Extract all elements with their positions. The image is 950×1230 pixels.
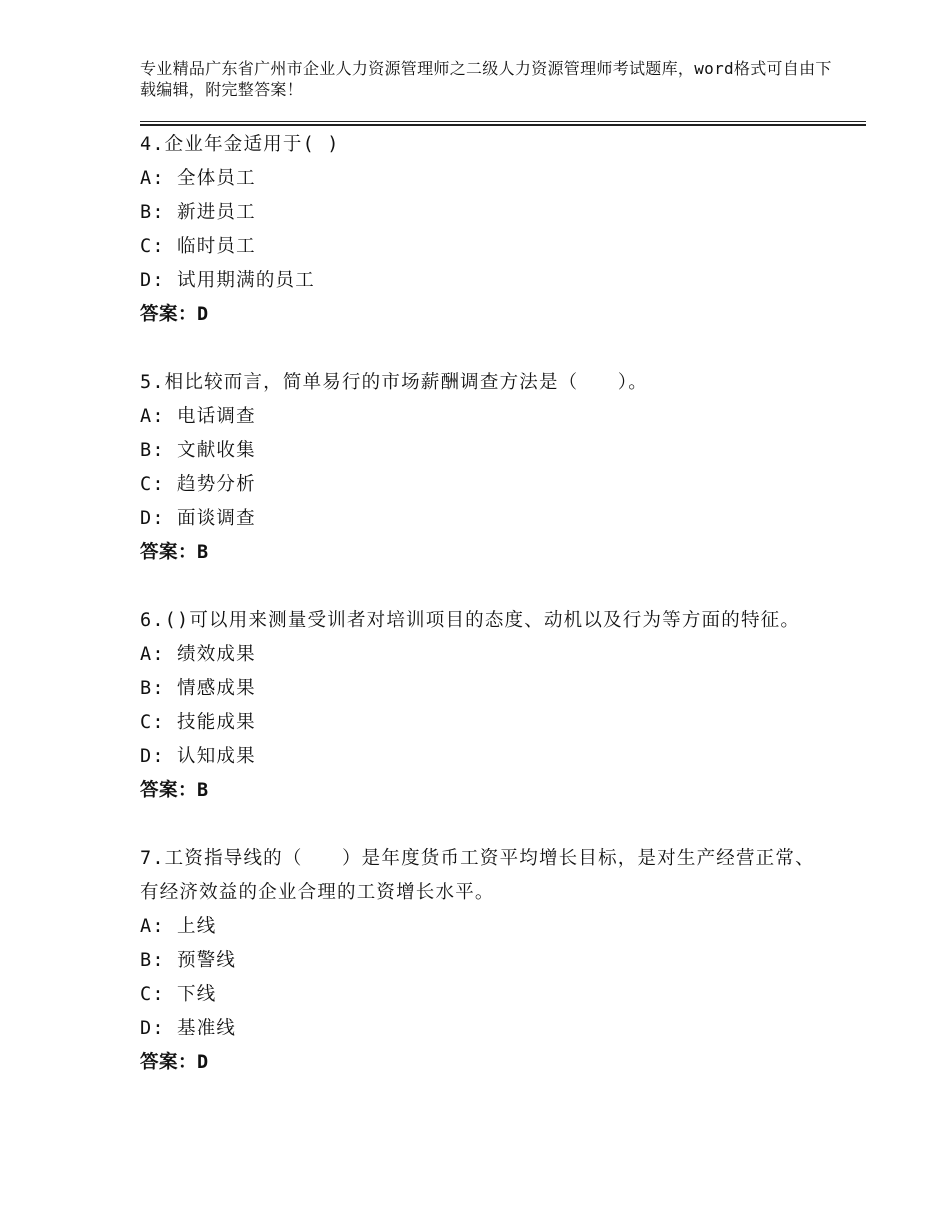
answer-text: 答案：D — [140, 304, 209, 325]
option-b: B: 预警线 — [140, 950, 237, 971]
question-item — [140, 604, 830, 808]
header-divider-thick — [140, 124, 866, 126]
question-item — [140, 366, 830, 570]
option-c: C: 技能成果 — [140, 712, 256, 733]
option-d: D: 面谈调查 — [140, 508, 256, 529]
option-b: B: 新进员工 — [140, 202, 256, 223]
option-a: A: 电话调查 — [140, 406, 256, 427]
option-b: B: 情感成果 — [140, 678, 256, 699]
option-c: C: 趋势分析 — [140, 474, 256, 495]
option-c: C: 临时员工 — [140, 236, 256, 257]
question-text: 5.相比较而言，简单易行的市场薪酬调查方法是（ ）。 — [140, 372, 648, 393]
question-text: 6.()可以用来测量受训者对培训项目的态度、动机以及行为等方面的特征。 — [140, 610, 801, 631]
answer-text: 答案：B — [140, 780, 209, 801]
question-item — [140, 842, 830, 1080]
question-text: 4.企业年金适用于( ) — [140, 134, 340, 155]
question-item — [140, 128, 830, 332]
option-c: C: 下线 — [140, 984, 217, 1005]
option-d: D: 试用期满的员工 — [140, 270, 315, 291]
document-header: 专业精品广东省广州市企业人力资源管理师之二级人力资源管理师考试题库，word格式可自由下载编辑，附完整答案！ — [140, 59, 832, 99]
option-a: A: 全体员工 — [140, 168, 256, 189]
option-d: D: 基准线 — [140, 1018, 237, 1039]
answer-text: 答案：B — [140, 542, 209, 563]
answer-text: 答案：D — [140, 1052, 209, 1073]
question-text: 7.工资指导线的（ ）是年度货币工资平均增长目标，是对生产经营正常、有经济效益的企业合理的工资增长水平。 — [140, 848, 815, 903]
option-a: A: 上线 — [140, 916, 217, 937]
header-divider-thin — [140, 121, 866, 122]
option-a: A: 绩效成果 — [140, 644, 256, 665]
question-list — [140, 128, 830, 1114]
option-d: D: 认知成果 — [140, 746, 256, 767]
option-b: B: 文献收集 — [140, 440, 256, 461]
